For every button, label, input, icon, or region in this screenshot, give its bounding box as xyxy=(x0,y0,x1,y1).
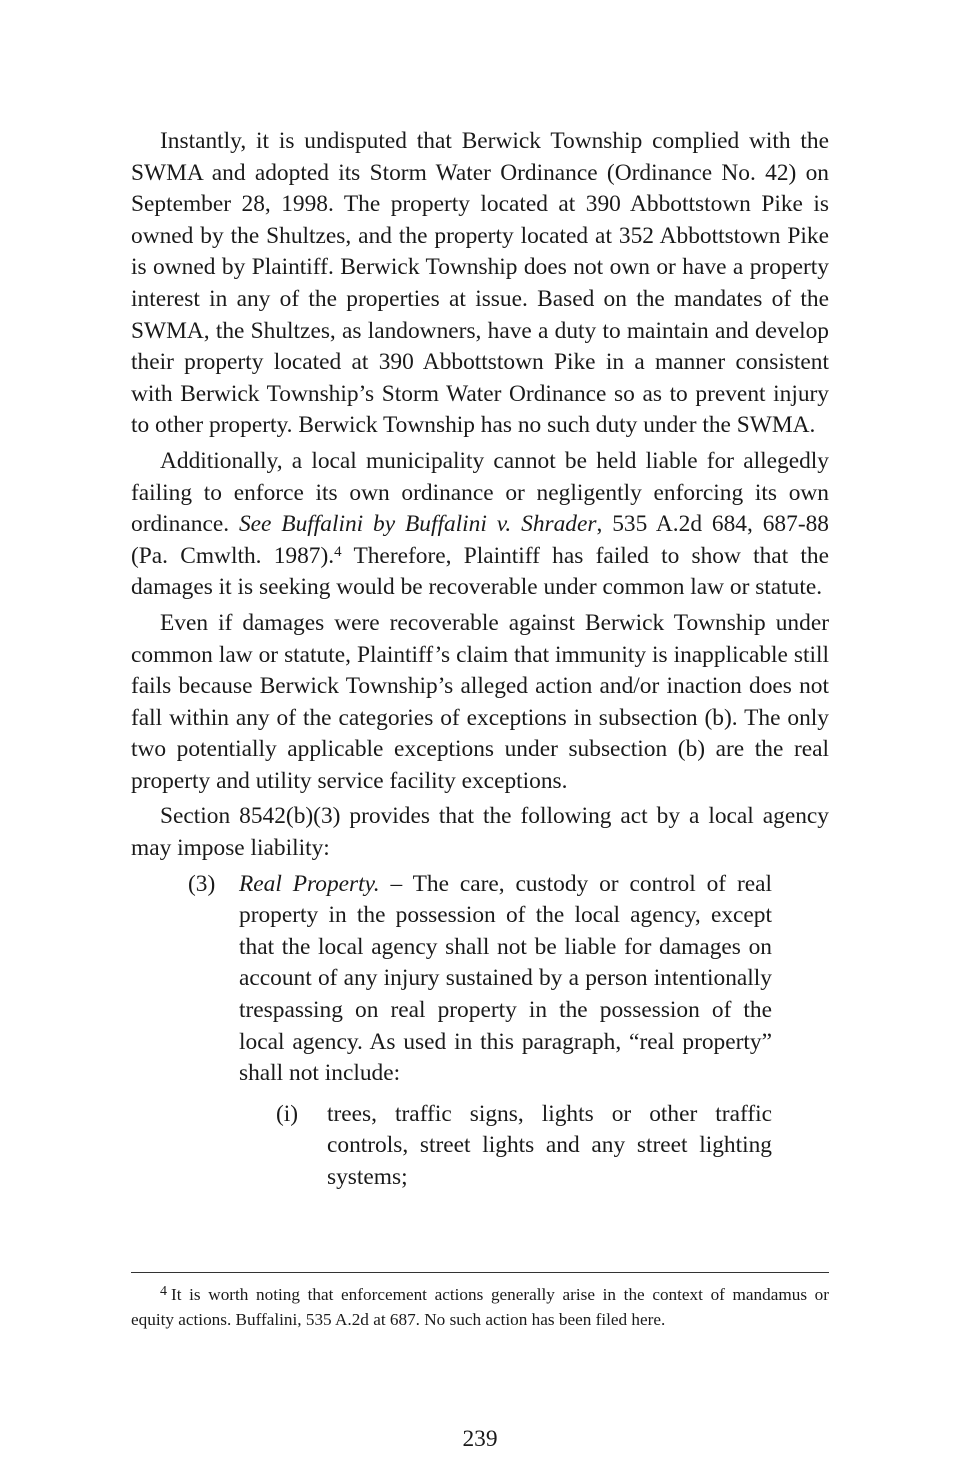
footnote-reference[interactable]: 4 xyxy=(334,543,342,560)
paragraph-2-text-b: Therefore, Plaintiff has failed to show that the damages it is seeking would be recoverable under common law or statute. xyxy=(131,542,829,601)
case-citation-reporter: , 535 A.2d 684, 687-88 (Pa. Cmwlth. 1987). xyxy=(131,511,829,569)
paragraph-2-text-a: Additionally, a local municipality cannot be held liable for allegedly failing to enforce its own ordinance or negligently enforcing its own ordinance. xyxy=(131,447,829,538)
page-number: 239 xyxy=(462,1426,498,1452)
statute-text: – The care, custody or control of real property in the possession of the local agency, except that the local agency shall not be liable for damages on account of any injury sustained by a person intentionally trespassing on real property in the possession of the local agency. As used in this paragraph, “real property” shall not include: xyxy=(239,870,772,1087)
statute-heading: Real Property. xyxy=(239,870,380,897)
paragraph-3: Even if damages were recoverable against Berwick Township under common law or statute, Plaintiff’s claim that immunity is inapplicable still fails because Berwick Township’s alleged action and/or inaction does not fall within any of the categories of exceptions in subsection (b). The only two potentially applicable exceptions under subsection (b) are the real property and utility service facility exceptions. xyxy=(131,609,829,794)
paragraph-4: Section 8542(b)(3) provides that the following act by a local agency may impose liability: xyxy=(131,803,829,862)
statute-subparagraph-text: trees, traffic signs, lights or other traffic controls, street lights and any street lighting systems; xyxy=(327,1100,772,1190)
statute-subparagraph xyxy=(131,1099,829,1194)
case-citation-name: See Buffalini by Buffalini v. Shrader xyxy=(238,511,597,538)
footnote-section xyxy=(131,1272,829,1332)
statute-subparagraph-number: (i) xyxy=(276,1100,299,1127)
statute-paragraph-number: (3) xyxy=(188,870,216,897)
paragraph-2 xyxy=(131,446,829,604)
page-body xyxy=(131,126,829,1194)
statute-quote xyxy=(131,869,829,1090)
paragraph-1: Instantly, it is undisputed that Berwick Township complied with the SWMA and adopted its Storm Water Ordinance (Ordinance No. 42) on September 28, 1998. The property located at 390 Abbottstown Pike is owned by the Shultzes, and the property located at 352 Abbottstown Pike is owned by Plaintiff. Berwick Township does not own or have a property interest in any of the properties at issue. Based on the mandates of the SWMA, the Shultzes, as landowners, have a duty to maintain and develop their property located at 390 Abbottstown Pike in a manner consistent with Berwick Township’s Storm Water Ordinance so as to prevent injury to other property. Berwick Township has no such duty under the SWMA. xyxy=(131,128,829,439)
footnote-number: 4 xyxy=(160,1284,167,1299)
footnote-text: It is worth noting that enforcement actions generally arise in the context of mandamus or equity actions. Buffalini, 535 A.2d at 687. No such action has been filed here. xyxy=(131,1285,829,1329)
